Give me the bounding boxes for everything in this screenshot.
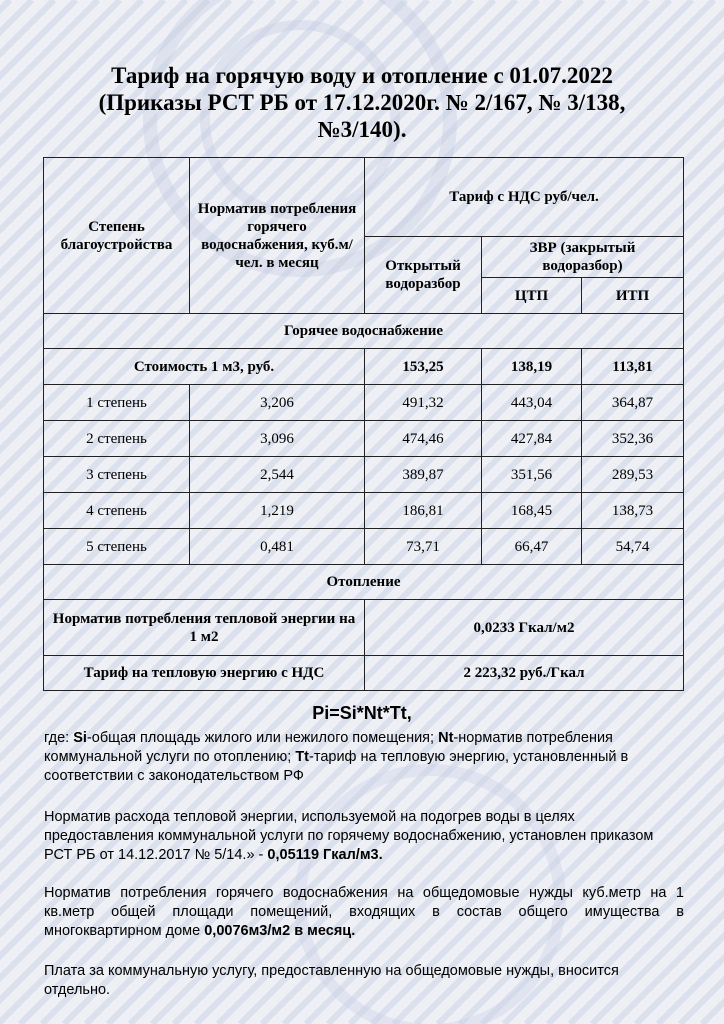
table-row bbox=[44, 493, 684, 529]
heat-norm-value: 0,0233 Гкал/м2 bbox=[365, 600, 684, 656]
norm-cell: 3,096 bbox=[190, 421, 365, 457]
heat-consumption-paragraph bbox=[44, 808, 684, 865]
heat-tariff-label: Тариф на тепловую энергию с НДС bbox=[44, 656, 365, 691]
ctp-cell: 427,84 bbox=[482, 421, 582, 457]
degree-cell: 1 степень bbox=[44, 385, 190, 421]
norm-cell: 0,481 bbox=[190, 529, 365, 565]
open-cell: 474,46 bbox=[365, 421, 482, 457]
heat-tariff-value: 2 223,32 руб./Гкал bbox=[365, 656, 684, 691]
para3-value: 0,0076м3/м2 в месяц. bbox=[204, 923, 356, 939]
header-closed: ЗВР (закрытый водоразбор) bbox=[482, 237, 684, 278]
degree-cell: 2 степень bbox=[44, 421, 190, 457]
formula-legend bbox=[44, 729, 684, 786]
header-ctp: ЦТП bbox=[482, 278, 582, 314]
table-row bbox=[44, 385, 684, 421]
cost-itp: 113,81 bbox=[582, 349, 684, 385]
header-degree: Степень благоустройства bbox=[44, 158, 190, 314]
section-hot-water: Горячее водоснабжение bbox=[44, 314, 684, 349]
section-heating: Отопление bbox=[44, 565, 684, 600]
degree-cell: 4 степень bbox=[44, 493, 190, 529]
open-cell: 491,32 bbox=[365, 385, 482, 421]
legend-nt-text: -норматив потребления коммунальной услуги по отоплению; bbox=[44, 730, 613, 765]
degree-cell: 3 степень bbox=[44, 457, 190, 493]
degree-cell: 5 степень bbox=[44, 529, 190, 565]
heat-tariff-row bbox=[44, 656, 684, 691]
legend-nt: Nt bbox=[438, 730, 454, 746]
cost-ctp: 138,19 bbox=[482, 349, 582, 385]
page-title bbox=[40, 62, 684, 143]
heat-norm-row bbox=[44, 600, 684, 656]
itp-cell: 138,73 bbox=[582, 493, 684, 529]
legend-tt-text: -тариф на тепловую энергию, установленный в соответствии с законодательством РФ bbox=[44, 749, 629, 784]
itp-cell: 364,87 bbox=[582, 385, 684, 421]
legend-si: Si bbox=[73, 730, 87, 746]
norm-cell: 1,219 bbox=[190, 493, 365, 529]
legend-si-text: -общая площадь жилого или нежилого помещения; bbox=[86, 730, 439, 746]
para2-text: Норматив расхода тепловой энергии, используемой на подогрев воды в целях предоставления коммунальной услуги по горячему водоснабжению, установлен приказом РСТ РБ от 14.12.2017 № 5/14.» - bbox=[44, 809, 654, 863]
legend-tt: Tt bbox=[295, 749, 310, 765]
norm-cell: 3,206 bbox=[190, 385, 365, 421]
header-tariff: Тариф с НДС руб/чел. bbox=[365, 158, 684, 237]
tariff-table bbox=[43, 157, 684, 691]
ctp-cell: 168,45 bbox=[482, 493, 582, 529]
ctp-cell: 66,47 bbox=[482, 529, 582, 565]
itp-cell: 54,74 bbox=[582, 529, 684, 565]
header-itp: ИТП bbox=[582, 278, 684, 314]
title-line-2: (Приказы РСТ РБ от 17.12.2020г. № 2/167, № 3/138, bbox=[98, 90, 626, 115]
legend-prefix: где: bbox=[44, 730, 74, 746]
table-row bbox=[44, 421, 684, 457]
para2-value: 0,05119 Гкал/м3. bbox=[267, 847, 383, 863]
itp-cell: 289,53 bbox=[582, 457, 684, 493]
open-cell: 389,87 bbox=[365, 457, 482, 493]
header-open: Открытый водоразбор bbox=[365, 237, 482, 314]
norm-cell: 2,544 bbox=[190, 457, 365, 493]
title-line-3: №3/140). bbox=[317, 117, 407, 142]
title-line-1: Тариф на горячую воду и отопление с 01.07.2022 bbox=[111, 63, 613, 88]
header-norm: Норматив потребления горячего водоснабжения, куб.м/чел. в месяц bbox=[190, 158, 365, 314]
cost-open: 153,25 bbox=[365, 349, 482, 385]
common-needs-paragraph bbox=[44, 884, 684, 941]
table-row bbox=[44, 457, 684, 493]
payment-note: Плата за коммунальную услугу, предоставленную на общедомовые нужды, вносится отдельно. bbox=[44, 963, 619, 998]
itp-cell: 352,36 bbox=[582, 421, 684, 457]
table-row bbox=[44, 529, 684, 565]
cost-label: Стоимость 1 м3, руб. bbox=[44, 349, 365, 385]
cost-row bbox=[44, 349, 684, 385]
para3-text: Норматив потребления горячего водоснабжения на общедомовые нужды куб.метр на 1 кв.метр общей площади помещений, входящих в состав общего имущества в многоквартирном доме bbox=[44, 885, 684, 939]
formula: Pi=Si*Nt*Tt, bbox=[312, 703, 412, 723]
open-cell: 186,81 bbox=[365, 493, 482, 529]
ctp-cell: 351,56 bbox=[482, 457, 582, 493]
heat-norm-label: Норматив потребления тепловой энергии на 1 м2 bbox=[44, 600, 365, 656]
open-cell: 73,71 bbox=[365, 529, 482, 565]
ctp-cell: 443,04 bbox=[482, 385, 582, 421]
